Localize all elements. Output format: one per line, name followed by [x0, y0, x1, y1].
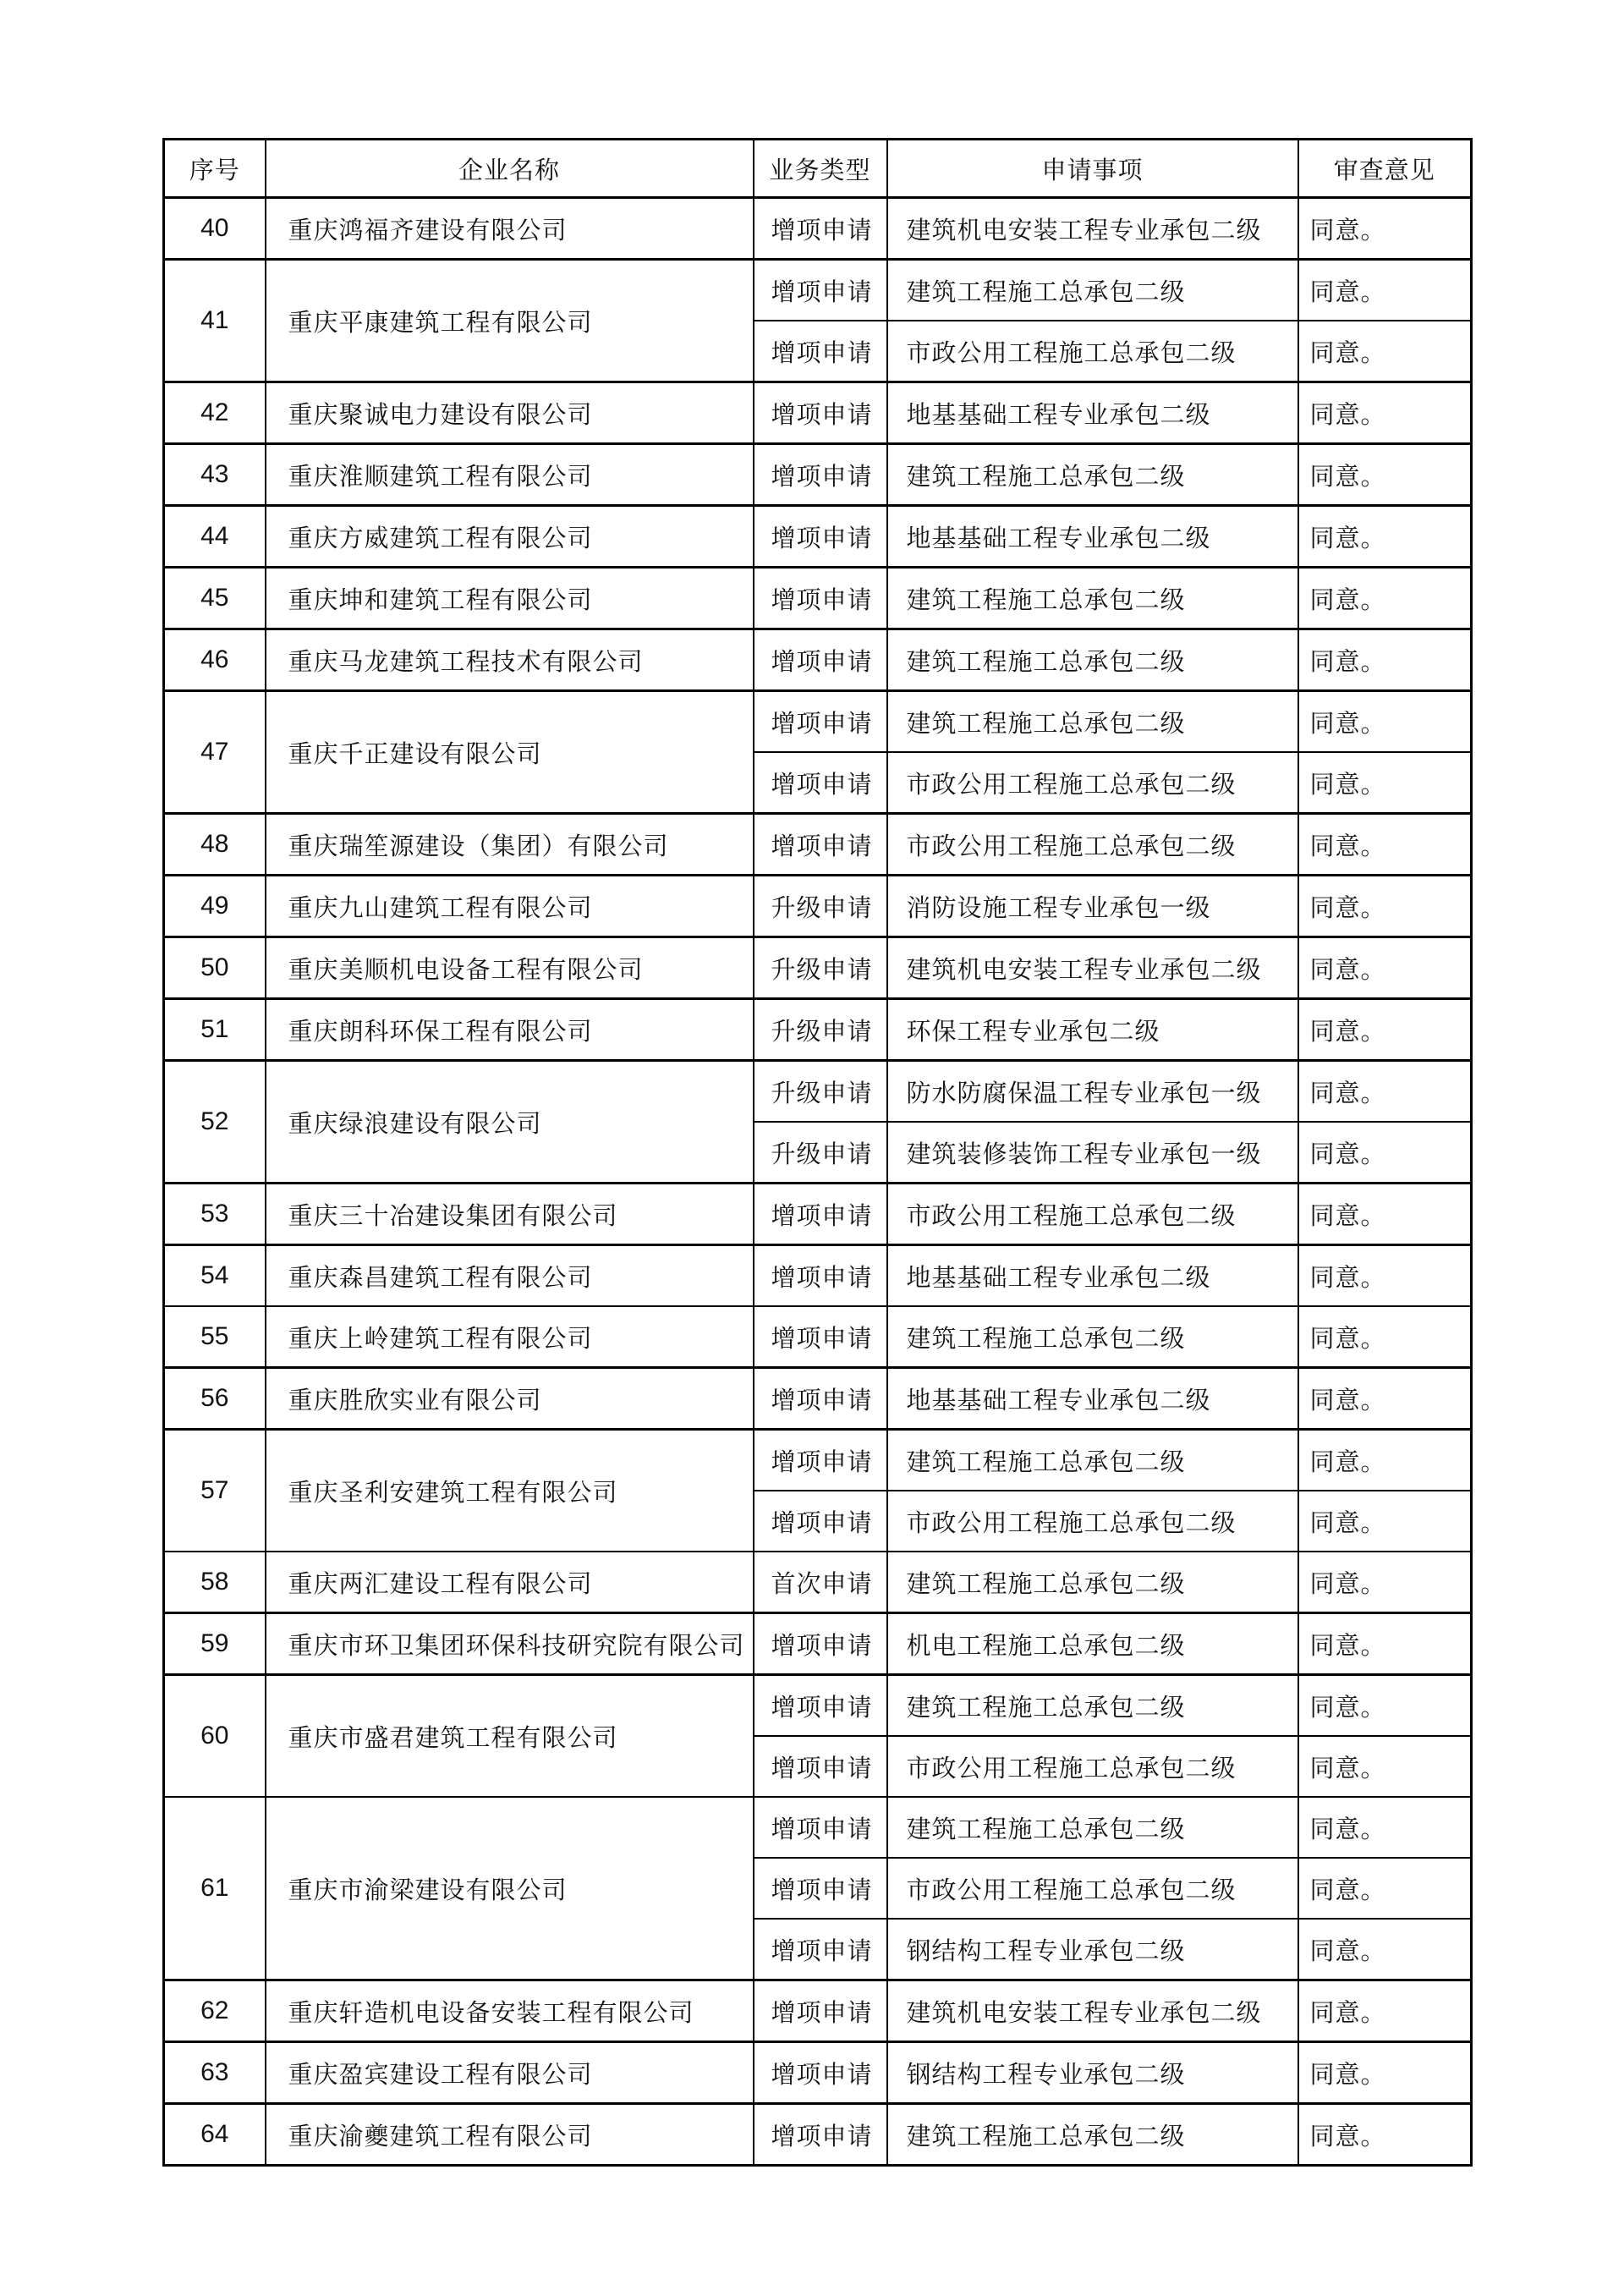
company-name-cell: 重庆圣利安建筑工程有限公司	[266, 1430, 754, 1552]
table-row	[164, 1613, 1472, 1675]
application-item-cell: 地基基础工程专业承包二级	[887, 506, 1298, 568]
review-opinion-cell: 同意。	[1298, 1184, 1472, 1245]
business-type-cell: 增项申请	[754, 1613, 887, 1675]
review-opinion-cell: 同意。	[1298, 1368, 1472, 1430]
application-item-cell: 环保工程专业承包二级	[887, 999, 1298, 1061]
business-type-cell: 增项申请	[754, 382, 887, 444]
row-no-cell: 45	[164, 568, 266, 629]
row-no-cell: 57	[164, 1430, 266, 1552]
application-item-cell: 消防设施工程专业承包一级	[887, 876, 1298, 937]
row-no-cell: 56	[164, 1368, 266, 1430]
business-type-cell: 增项申请	[754, 444, 887, 506]
company-name-cell: 重庆马龙建筑工程技术有限公司	[266, 629, 754, 691]
table-row	[164, 1368, 1472, 1430]
application-item-cell: 机电工程施工总承包二级	[887, 1613, 1298, 1675]
business-type-cell: 增项申请	[754, 1919, 887, 1980]
table-row	[164, 1306, 1472, 1368]
application-item-cell: 建筑工程施工总承包二级	[887, 568, 1298, 629]
review-opinion-cell: 同意。	[1298, 1061, 1472, 1123]
business-type-cell: 增项申请	[754, 568, 887, 629]
company-name-cell: 重庆市渝梁建设有限公司	[266, 1797, 754, 1980]
review-opinion-cell: 同意。	[1298, 752, 1472, 814]
review-opinion-cell: 同意。	[1298, 1980, 1472, 2042]
review-opinion-cell: 同意。	[1298, 198, 1472, 260]
review-opinion-cell: 同意。	[1298, 1675, 1472, 1737]
row-no-cell: 59	[164, 1613, 266, 1675]
row-no-cell: 48	[164, 814, 266, 876]
review-opinion-cell: 同意。	[1298, 1122, 1472, 1184]
application-item-cell: 建筑工程施工总承包二级	[887, 691, 1298, 753]
application-item-cell: 市政公用工程施工总承包二级	[887, 814, 1298, 876]
business-type-cell: 增项申请	[754, 1245, 887, 1307]
application-item-cell: 建筑工程施工总承包二级	[887, 1430, 1298, 1491]
row-no-cell: 47	[164, 691, 266, 814]
company-name-cell: 重庆朗科环保工程有限公司	[266, 999, 754, 1061]
row-no-cell: 53	[164, 1184, 266, 1245]
company-name-cell: 重庆聚诚电力建设有限公司	[266, 382, 754, 444]
table-row	[164, 1980, 1472, 2042]
row-no-cell: 41	[164, 260, 266, 382]
business-type-cell: 增项申请	[754, 1184, 887, 1245]
application-item-cell: 建筑工程施工总承包二级	[887, 2104, 1298, 2166]
review-opinion-cell: 同意。	[1298, 1858, 1472, 1919]
table-row	[164, 1675, 1472, 1737]
review-opinion-cell: 同意。	[1298, 999, 1472, 1061]
table-row	[164, 1184, 1472, 1245]
review-opinion-cell: 同意。	[1298, 321, 1472, 382]
review-opinion-cell: 同意。	[1298, 444, 1472, 506]
review-opinion-cell: 同意。	[1298, 629, 1472, 691]
company-name-cell: 重庆平康建筑工程有限公司	[266, 260, 754, 382]
table-row	[164, 444, 1472, 506]
company-name-cell: 重庆坤和建筑工程有限公司	[266, 568, 754, 629]
table-row	[164, 629, 1472, 691]
company-name-cell: 重庆瑞笙源建设（集团）有限公司	[266, 814, 754, 876]
row-no-cell: 44	[164, 506, 266, 568]
row-no-cell: 64	[164, 2104, 266, 2166]
business-type-cell: 增项申请	[754, 1430, 887, 1491]
company-name-cell: 重庆胜欣实业有限公司	[266, 1368, 754, 1430]
table-row	[164, 1061, 1472, 1123]
table-row	[164, 999, 1472, 1061]
business-type-cell: 增项申请	[754, 1368, 887, 1430]
company-name-cell: 重庆鸿福齐建设有限公司	[266, 198, 754, 260]
application-item-cell: 建筑工程施工总承包二级	[887, 1797, 1298, 1858]
table-row	[164, 568, 1472, 629]
table-body	[164, 198, 1472, 2166]
table-row	[164, 876, 1472, 937]
business-type-cell: 增项申请	[754, 1736, 887, 1797]
review-opinion-cell: 同意。	[1298, 1736, 1472, 1797]
row-no-cell: 52	[164, 1061, 266, 1184]
header-cell-business-type: 业务类型	[754, 140, 887, 198]
review-opinion-cell: 同意。	[1298, 1491, 1472, 1552]
application-item-cell: 建筑机电安装工程专业承包二级	[887, 937, 1298, 999]
application-item-cell: 市政公用工程施工总承包二级	[887, 1858, 1298, 1919]
application-item-cell: 建筑工程施工总承包二级	[887, 1306, 1298, 1368]
review-opinion-cell: 同意。	[1298, 1306, 1472, 1368]
table-row	[164, 1797, 1472, 1858]
application-item-cell: 地基基础工程专业承包二级	[887, 1368, 1298, 1430]
table-row	[164, 260, 1472, 321]
company-name-cell: 重庆方威建筑工程有限公司	[266, 506, 754, 568]
business-type-cell: 增项申请	[754, 629, 887, 691]
review-opinion-cell: 同意。	[1298, 260, 1472, 321]
business-type-cell: 增项申请	[754, 260, 887, 321]
business-type-cell: 增项申请	[754, 1675, 887, 1737]
table-row	[164, 1430, 1472, 1491]
row-no-cell: 40	[164, 198, 266, 260]
business-type-cell: 升级申请	[754, 937, 887, 999]
business-type-cell: 增项申请	[754, 752, 887, 814]
table-row	[164, 198, 1472, 260]
business-type-cell: 升级申请	[754, 876, 887, 937]
business-type-cell: 增项申请	[754, 1858, 887, 1919]
company-name-cell: 重庆森昌建筑工程有限公司	[266, 1245, 754, 1307]
application-item-cell: 建筑工程施工总承包二级	[887, 1675, 1298, 1737]
review-opinion-cell: 同意。	[1298, 1430, 1472, 1491]
table-row	[164, 691, 1472, 753]
application-item-cell: 建筑工程施工总承包二级	[887, 1552, 1298, 1613]
row-no-cell: 61	[164, 1797, 266, 1980]
application-item-cell: 建筑装修装饰工程专业承包一级	[887, 1122, 1298, 1184]
business-type-cell: 增项申请	[754, 2042, 887, 2104]
application-item-cell: 钢结构工程专业承包二级	[887, 2042, 1298, 2104]
application-item-cell: 建筑机电安装工程专业承包二级	[887, 198, 1298, 260]
approval-table	[162, 138, 1473, 2167]
review-opinion-cell: 同意。	[1298, 2042, 1472, 2104]
row-no-cell: 62	[164, 1980, 266, 2042]
application-item-cell: 建筑工程施工总承包二级	[887, 444, 1298, 506]
application-item-cell: 建筑工程施工总承包二级	[887, 260, 1298, 321]
review-opinion-cell: 同意。	[1298, 1245, 1472, 1307]
row-no-cell: 50	[164, 937, 266, 999]
table-row	[164, 1552, 1472, 1613]
table-row	[164, 1245, 1472, 1307]
company-name-cell: 重庆淮顺建筑工程有限公司	[266, 444, 754, 506]
business-type-cell: 升级申请	[754, 1061, 887, 1123]
business-type-cell: 增项申请	[754, 1491, 887, 1552]
table-row	[164, 2104, 1472, 2166]
header-cell-review-opinion: 审查意见	[1298, 140, 1472, 198]
business-type-cell: 增项申请	[754, 198, 887, 260]
application-item-cell: 市政公用工程施工总承包二级	[887, 1491, 1298, 1552]
company-name-cell: 重庆市盛君建筑工程有限公司	[266, 1675, 754, 1798]
company-name-cell: 重庆盈宾建设工程有限公司	[266, 2042, 754, 2104]
row-no-cell: 42	[164, 382, 266, 444]
application-item-cell: 防水防腐保温工程专业承包一级	[887, 1061, 1298, 1123]
row-no-cell: 54	[164, 1245, 266, 1307]
review-opinion-cell: 同意。	[1298, 568, 1472, 629]
business-type-cell: 升级申请	[754, 1122, 887, 1184]
business-type-cell: 首次申请	[754, 1552, 887, 1613]
review-opinion-cell: 同意。	[1298, 506, 1472, 568]
table-row	[164, 937, 1472, 999]
business-type-cell: 增项申请	[754, 814, 887, 876]
row-no-cell: 55	[164, 1306, 266, 1368]
table-row	[164, 382, 1472, 444]
application-item-cell: 市政公用工程施工总承包二级	[887, 1736, 1298, 1797]
row-no-cell: 49	[164, 876, 266, 937]
review-opinion-cell: 同意。	[1298, 876, 1472, 937]
header-cell-no: 序号	[164, 140, 266, 198]
company-name-cell: 重庆轩造机电设备安装工程有限公司	[266, 1980, 754, 2042]
company-name-cell: 重庆绿浪建设有限公司	[266, 1061, 754, 1184]
table-row	[164, 814, 1472, 876]
company-name-cell: 重庆九山建筑工程有限公司	[266, 876, 754, 937]
table-header-row	[164, 140, 1472, 198]
review-opinion-cell: 同意。	[1298, 1797, 1472, 1858]
application-item-cell: 建筑机电安装工程专业承包二级	[887, 1980, 1298, 2042]
review-opinion-cell: 同意。	[1298, 382, 1472, 444]
application-item-cell: 市政公用工程施工总承包二级	[887, 321, 1298, 382]
business-type-cell: 升级申请	[754, 999, 887, 1061]
review-opinion-cell: 同意。	[1298, 1919, 1472, 1980]
row-no-cell: 58	[164, 1552, 266, 1613]
header-cell-application-item: 申请事项	[887, 140, 1298, 198]
business-type-cell: 增项申请	[754, 1797, 887, 1858]
review-opinion-cell: 同意。	[1298, 2104, 1472, 2166]
company-name-cell: 重庆上岭建筑工程有限公司	[266, 1306, 754, 1368]
table-row	[164, 506, 1472, 568]
review-opinion-cell: 同意。	[1298, 1552, 1472, 1613]
company-name-cell: 重庆两汇建设工程有限公司	[266, 1552, 754, 1613]
header-cell-company: 企业名称	[266, 140, 754, 198]
application-item-cell: 钢结构工程专业承包二级	[887, 1919, 1298, 1980]
company-name-cell: 重庆市环卫集团环保科技研究院有限公司	[266, 1613, 754, 1675]
business-type-cell: 增项申请	[754, 2104, 887, 2166]
application-item-cell: 地基基础工程专业承包二级	[887, 1245, 1298, 1307]
review-opinion-cell: 同意。	[1298, 814, 1472, 876]
row-no-cell: 43	[164, 444, 266, 506]
company-name-cell: 重庆美顺机电设备工程有限公司	[266, 937, 754, 999]
business-type-cell: 增项申请	[754, 1980, 887, 2042]
company-name-cell: 重庆千正建设有限公司	[266, 691, 754, 814]
row-no-cell: 60	[164, 1675, 266, 1798]
business-type-cell: 增项申请	[754, 506, 887, 568]
business-type-cell: 增项申请	[754, 691, 887, 753]
application-item-cell: 市政公用工程施工总承包二级	[887, 1184, 1298, 1245]
review-opinion-cell: 同意。	[1298, 937, 1472, 999]
application-item-cell: 建筑工程施工总承包二级	[887, 629, 1298, 691]
review-opinion-cell: 同意。	[1298, 1613, 1472, 1675]
business-type-cell: 增项申请	[754, 1306, 887, 1368]
application-item-cell: 市政公用工程施工总承包二级	[887, 752, 1298, 814]
company-name-cell: 重庆渝夔建筑工程有限公司	[266, 2104, 754, 2166]
row-no-cell: 63	[164, 2042, 266, 2104]
row-no-cell: 46	[164, 629, 266, 691]
business-type-cell: 增项申请	[754, 321, 887, 382]
table-row	[164, 2042, 1472, 2104]
row-no-cell: 51	[164, 999, 266, 1061]
application-item-cell: 地基基础工程专业承包二级	[887, 382, 1298, 444]
company-name-cell: 重庆三十冶建设集团有限公司	[266, 1184, 754, 1245]
review-opinion-cell: 同意。	[1298, 691, 1472, 753]
